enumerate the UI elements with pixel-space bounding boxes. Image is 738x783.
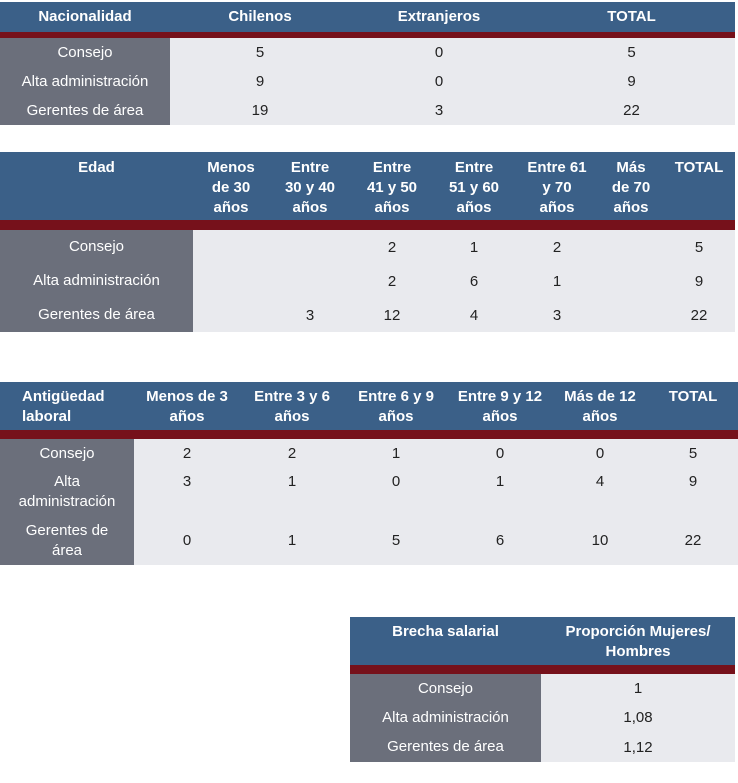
table-row — [134, 468, 738, 516]
row-labels — [0, 439, 134, 565]
table-cell: 9 — [627, 73, 636, 90]
table-cell: 5 — [688, 445, 698, 462]
row-label: Alta administración — [33, 272, 160, 289]
row-label: Consejo — [417, 679, 474, 697]
header-cell: Entre 61 y 70 años — [527, 159, 587, 216]
table-cell: 1 — [287, 472, 297, 490]
table-cell: 3 — [305, 306, 315, 324]
table-cell: 0 — [391, 472, 401, 490]
brecha-salarial-table — [350, 617, 735, 762]
row-labels — [350, 674, 541, 762]
header-cell: Entre 6 y 9 años — [358, 388, 434, 425]
row-label: Alta administración — [21, 72, 149, 90]
antiguedad-table — [0, 382, 738, 565]
table-cell: 22 — [623, 102, 640, 119]
table-cell: 4 — [595, 472, 605, 490]
value-area — [170, 38, 735, 125]
table-cell: 1,12 — [623, 738, 653, 756]
table-row — [541, 703, 735, 732]
table-cell: 5 — [255, 44, 265, 61]
table-cell: 5 — [391, 532, 401, 549]
table-cell: 9 — [255, 73, 265, 90]
header-cell: Antigüedad laboral — [22, 388, 105, 425]
header-cell: TOTAL — [607, 8, 656, 25]
table-row — [193, 264, 735, 298]
table-cell: 1 — [391, 445, 401, 462]
table-cell: 9 — [688, 472, 698, 490]
table-cell: 3 — [434, 102, 444, 119]
header-cell: Menos de 3 años — [146, 388, 228, 425]
table-cell: 2 — [552, 238, 562, 256]
header-cell: Menos de 30 años — [207, 159, 255, 216]
table-header — [0, 152, 735, 220]
table-cell: 0 — [595, 445, 605, 462]
header-cell: Entre 51 y 60 años — [448, 159, 500, 216]
table-cell: 1 — [633, 680, 643, 697]
header-cell: Más de 12 años — [564, 388, 636, 425]
nacionalidad-table — [0, 2, 735, 125]
table-cell: 1 — [287, 532, 297, 549]
table-row — [134, 516, 738, 565]
table-cell: 5 — [627, 44, 636, 61]
row-label: Consejo — [68, 238, 125, 255]
header-cell: Brecha salarial — [392, 623, 499, 640]
table-row — [193, 230, 735, 264]
table-cell: 0 — [434, 44, 444, 61]
table-row — [170, 67, 735, 96]
table-header — [350, 617, 735, 665]
table-row — [170, 96, 735, 125]
row-labels — [0, 230, 193, 332]
table-cell: 10 — [591, 532, 609, 549]
table-row — [193, 298, 735, 332]
header-stripe — [0, 430, 738, 439]
table-row — [541, 732, 735, 762]
table-cell: 19 — [251, 102, 269, 119]
table-cell: 22 — [684, 532, 702, 549]
header-cell: Chilenos — [228, 8, 292, 25]
table-cell: 3 — [552, 306, 562, 324]
table-header — [0, 2, 735, 32]
table-cell: 1,08 — [623, 709, 653, 726]
row-label: Gerentes de área — [387, 738, 504, 755]
edad-table — [0, 152, 735, 332]
table-cell: 1 — [495, 472, 505, 490]
table-cell: 4 — [469, 306, 479, 324]
header-cell: Entre 3 y 6 años — [254, 388, 330, 425]
table-cell: 0 — [495, 445, 505, 462]
row-labels — [0, 38, 170, 125]
header-cell: Nacionalidad — [38, 8, 132, 25]
row-label: Gerentes de área — [38, 306, 155, 323]
header-cell: Proporción Mujeres/ Hombres — [565, 623, 711, 660]
table-row — [541, 674, 735, 703]
row-label: Consejo — [39, 444, 95, 462]
value-area — [134, 439, 738, 565]
row-label: Gerentes de área — [25, 521, 109, 559]
table-header — [0, 382, 738, 430]
header-cell: Entre 9 y 12 años — [457, 388, 543, 425]
table-cell: 6 — [495, 532, 505, 549]
table-cell: 2 — [387, 272, 397, 290]
table-cell: 2 — [287, 445, 297, 462]
table-row — [170, 38, 735, 67]
table-cell: 9 — [694, 272, 704, 290]
header-stripe — [350, 665, 735, 674]
value-area — [541, 674, 735, 762]
table-cell: 2 — [182, 445, 192, 462]
table-cell: 12 — [383, 306, 401, 324]
row-label: Alta administración — [18, 473, 116, 510]
table-cell: 0 — [434, 73, 444, 90]
table-cell: 0 — [182, 532, 192, 549]
header-cell: TOTAL — [668, 388, 718, 405]
header-stripe — [0, 220, 735, 230]
row-label: Gerentes de área — [26, 101, 144, 119]
value-area — [193, 230, 735, 332]
table-cell: 6 — [469, 272, 479, 290]
header-cell: Entre 30 y 40 años — [284, 159, 336, 216]
row-label: Consejo — [57, 43, 113, 61]
table-cell: 5 — [694, 238, 704, 256]
header-cell: Entre 41 y 50 años — [366, 159, 418, 216]
table-cell: 3 — [182, 472, 192, 490]
header-cell: Extranjeros — [397, 8, 481, 25]
table-cell: 1 — [552, 272, 562, 290]
table-cell: 1 — [469, 238, 479, 256]
table-row — [134, 439, 738, 468]
header-cell: Edad — [78, 159, 115, 176]
row-label: Alta administración — [382, 708, 509, 726]
table-cell: 2 — [387, 238, 397, 256]
table-cell: 22 — [690, 306, 708, 324]
header-cell: Más de 70 años — [611, 159, 651, 216]
header-cell: TOTAL — [674, 159, 724, 176]
